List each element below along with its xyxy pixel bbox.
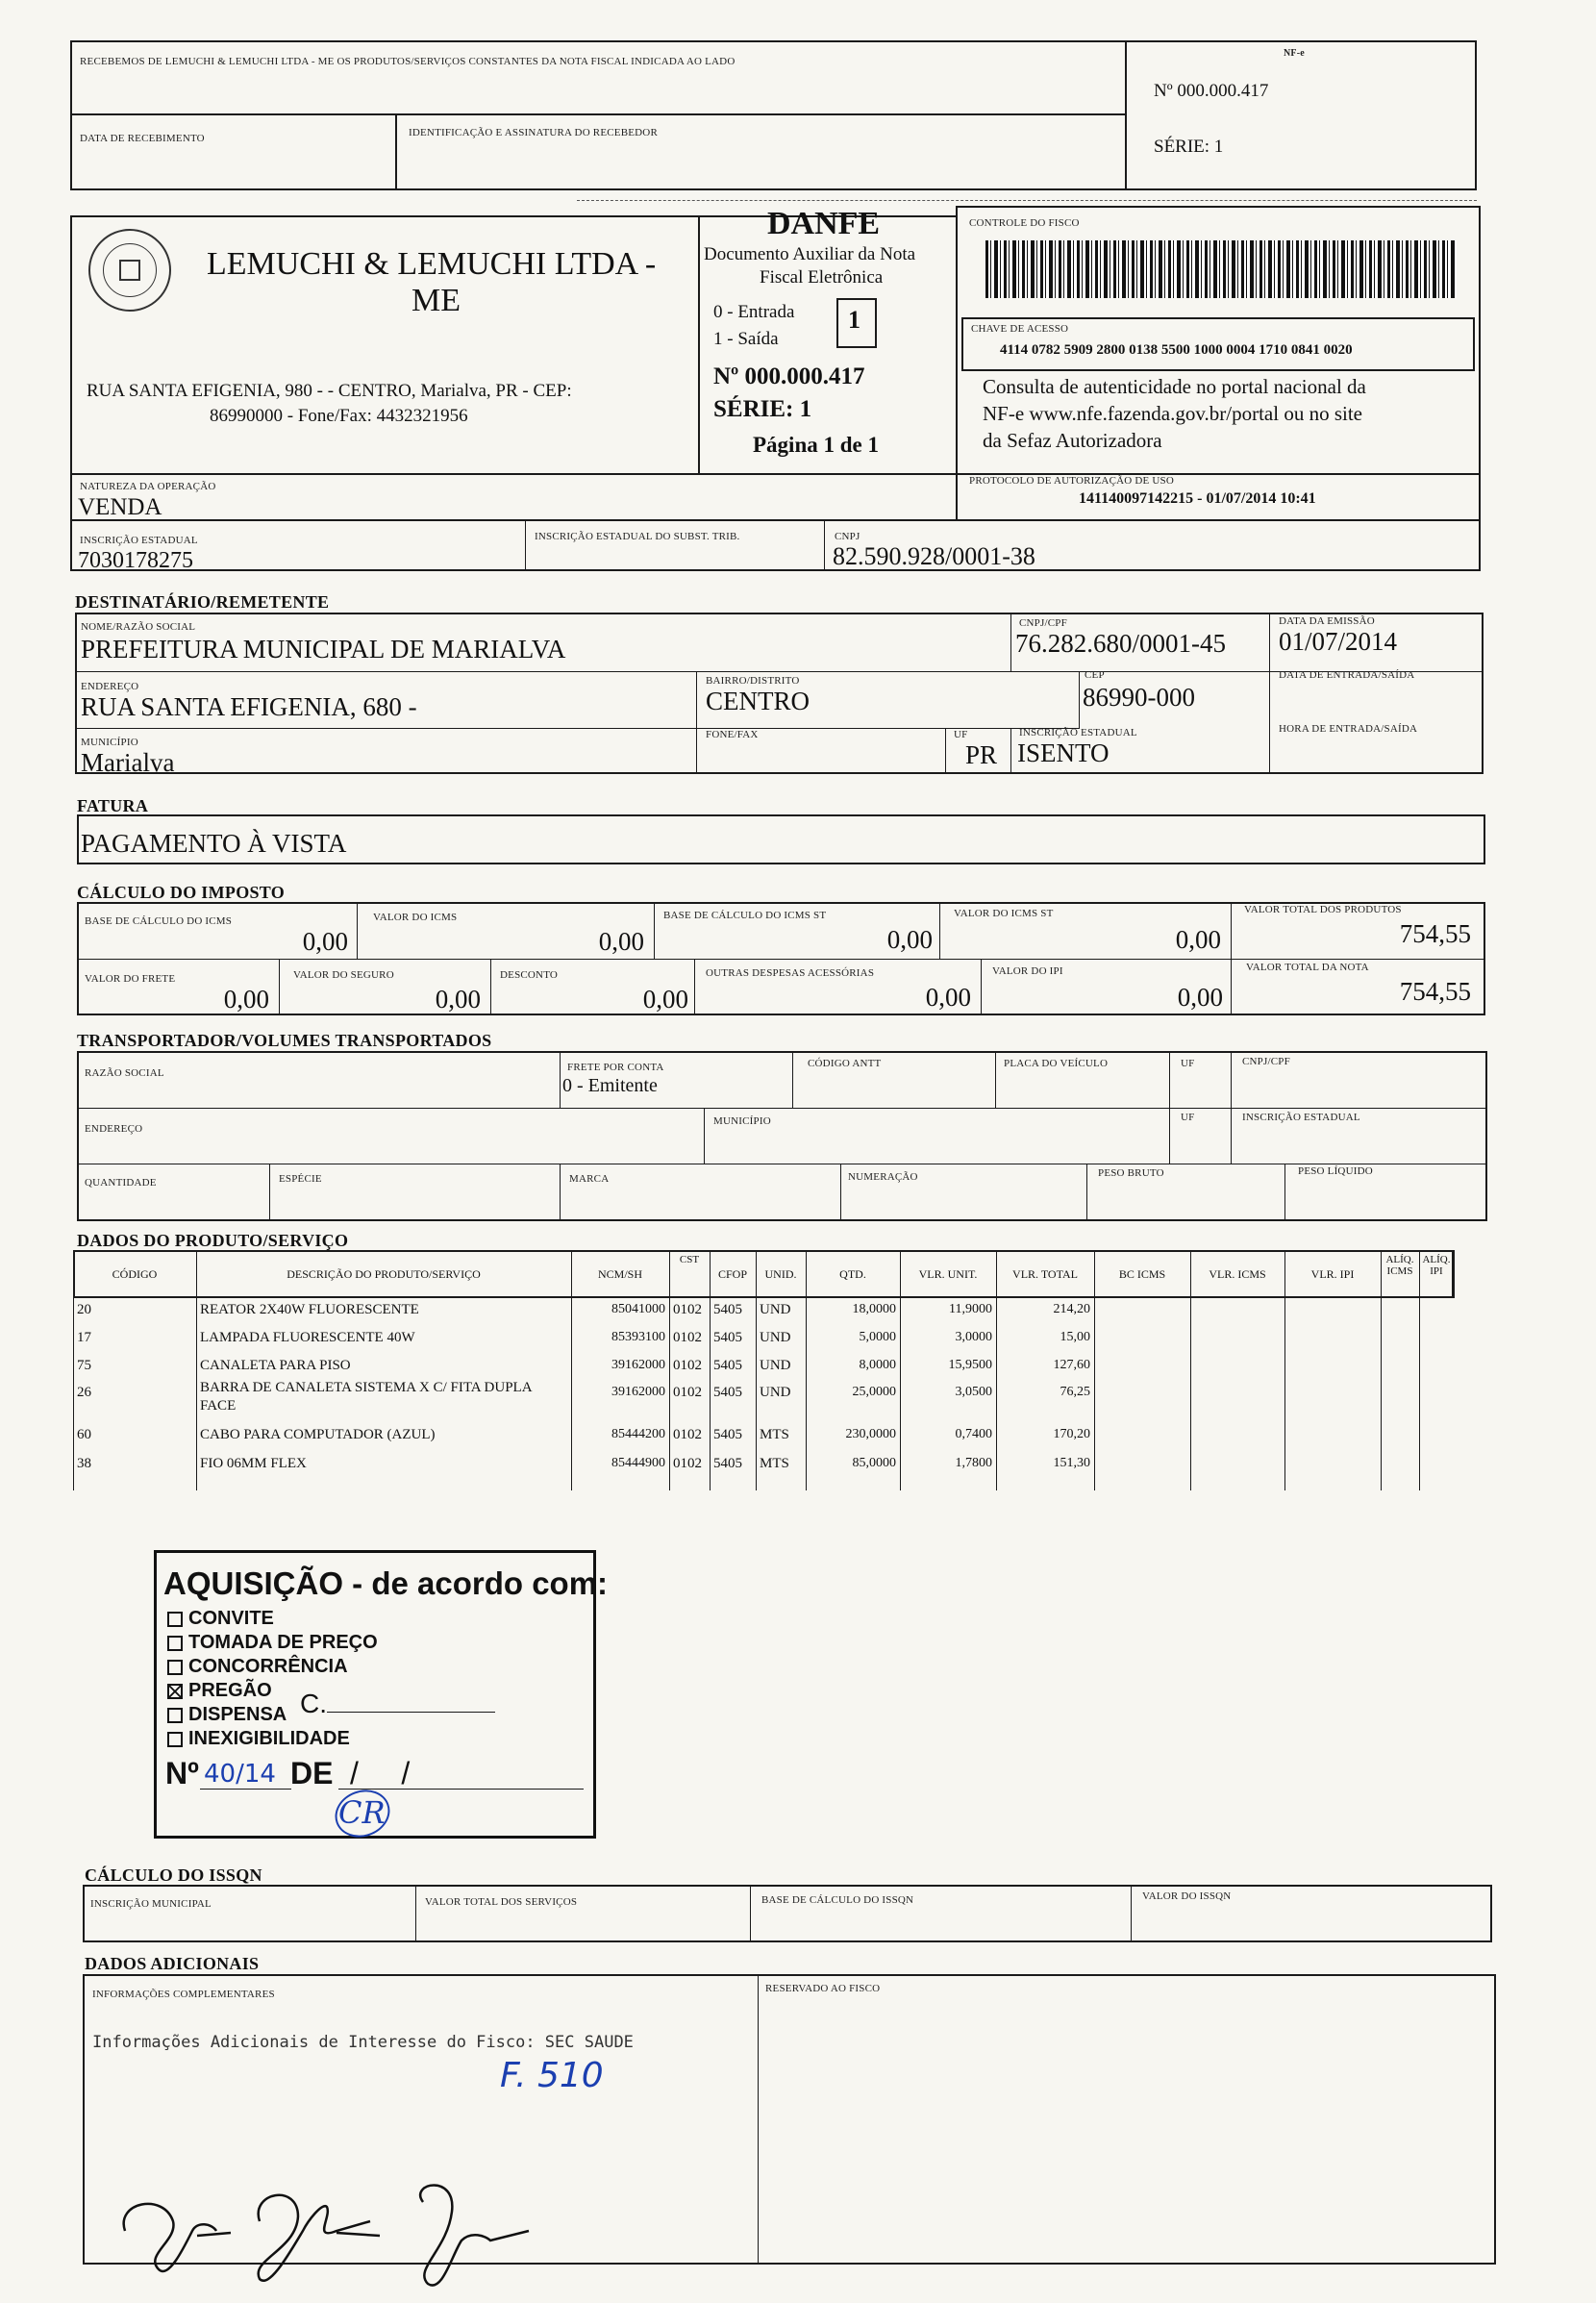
cell-ncm: 85393100 [611, 1330, 665, 1344]
issqn-section-title: CÁLCULO DO ISSQN [85, 1865, 262, 1885]
company-logo-seal [88, 229, 171, 312]
ie-st-label: INSCRIÇÃO ESTADUAL DO SUBST. TRIB. [535, 531, 740, 542]
cell-cst: 0102 [673, 1427, 702, 1442]
total-produtos-value: 754,55 [1399, 919, 1471, 948]
cell-ncm: 85444900 [611, 1456, 665, 1470]
ie-value: 7030178275 [78, 548, 193, 573]
stamp-option-label: CONCORRÊNCIA [188, 1656, 348, 1677]
emitente-endereco-l1: RUA SANTA EFIGENIA, 980 - - CENTRO, Marialva, PR - CEP: [87, 381, 572, 401]
chave-acesso: 4114 0782 5909 2800 0138 5500 1000 0004 1710 0841 0020 [1000, 342, 1353, 358]
natureza-value: VENDA [78, 494, 162, 520]
valor-st-value: 0,00 [1175, 925, 1221, 954]
danfe-saida: 1 - Saída [713, 329, 779, 349]
cell-cfop: 5405 [713, 1427, 742, 1442]
info-complementares-value: Informações Adicionais de Interesse do Fisco: SEC SAUDE [92, 2033, 634, 2052]
dest-cep-label: CEP [1085, 669, 1105, 681]
dest-municipio-label: MUNICÍPIO [81, 737, 138, 748]
cell-unit: 15,9500 [948, 1358, 992, 1372]
total-nota-value: 754,55 [1399, 977, 1471, 1006]
transp-quantidade-label: QUANTIDADE [85, 1177, 157, 1189]
dest-bairro-value: CENTRO [706, 687, 810, 715]
dest-endereco-value: RUA SANTA EFIGENIA, 680 - [81, 692, 417, 721]
seguro-value: 0,00 [435, 985, 481, 1014]
cell-codigo: 20 [77, 1302, 91, 1317]
canhoto-numero: Nº 000.000.417 [1154, 81, 1269, 101]
ie-row-box [70, 519, 1481, 571]
dest-nome-label: NOME/RAZÃO SOCIAL [81, 621, 196, 633]
stamp-option-label: CONVITE [188, 1608, 274, 1629]
dest-emissao-label: DATA DA EMISSÃO [1279, 615, 1375, 627]
transp-ie-label: INSCRIÇÃO ESTADUAL [1242, 1112, 1360, 1123]
dest-uf-label: UF [954, 729, 968, 740]
dest-endereco-label: ENDEREÇO [81, 681, 139, 692]
dest-emissao-value: 01/07/2014 [1279, 627, 1398, 656]
data-recebimento-label: DATA DE RECEBIMENTO [80, 133, 205, 144]
danfe-sub-l2: Fiscal Eletrônica [760, 267, 884, 288]
issqn-valor-label: VALOR DO ISSQN [1142, 1890, 1232, 1902]
transporte-section-title: TRANSPORTADOR/VOLUMES TRANSPORTADOS [77, 1031, 492, 1050]
stamp-de-label: DE [290, 1756, 334, 1790]
transp-frete-label: FRETE POR CONTA [567, 1062, 664, 1073]
stamp-checkbox-2 [167, 1660, 183, 1675]
ie-label: INSCRIÇÃO ESTADUAL [80, 535, 198, 546]
stamp-checkbox-3 [167, 1684, 183, 1699]
cell-unid: UND [760, 1358, 791, 1373]
stamp-checkbox-4 [167, 1708, 183, 1723]
imposto-section-title: CÁLCULO DO IMPOSTO [77, 883, 286, 902]
cell-unid: UND [760, 1330, 791, 1345]
dest-nome-value: PREFEITURA MUNICIPAL DE MARIALVA [81, 635, 566, 663]
cell-qtd: 85,0000 [852, 1456, 896, 1470]
dest-municipio-value: Marialva [81, 748, 175, 777]
cell-qtd: 8,0000 [859, 1358, 896, 1372]
cell-ncm: 85041000 [611, 1302, 665, 1316]
stamp-c-label: C. [300, 1689, 327, 1718]
danfe-tipo: 1 [848, 306, 860, 334]
cell-ncm: 39162000 [611, 1358, 665, 1372]
cell-codigo: 75 [77, 1358, 91, 1373]
handwritten-signature [106, 2164, 567, 2298]
reservado-fisco-label: RESERVADO AO FISCO [765, 1983, 881, 1994]
stamp-date-slashes: / / [350, 1756, 411, 1790]
base-icms-value: 0,00 [302, 927, 348, 956]
canhoto-serie: SÉRIE: 1 [1154, 137, 1224, 157]
emitente-nome-l1: LEMUCHI & LEMUCHI LTDA - [207, 246, 657, 282]
base-st-label: BASE DE CÁLCULO DO ICMS ST [663, 910, 827, 921]
cell-ncm: 39162000 [611, 1385, 665, 1399]
natureza-label: NATUREZA DA OPERAÇÃO [80, 481, 216, 492]
outras-value: 0,00 [925, 983, 971, 1012]
cell-total: 127,60 [1053, 1358, 1090, 1372]
cell-total: 15,00 [1060, 1330, 1090, 1344]
cell-descricao: BARRA DE CANALETA SISTEMA X C/ FITA DUPLA FACE [200, 1380, 532, 1414]
produtos-header-12: ALÍQ. ICMS [1385, 1254, 1414, 1277]
produtos-section-title: DADOS DO PRODUTO/SERVIÇO [77, 1231, 349, 1250]
danfe-serie: SÉRIE: 1 [713, 396, 812, 422]
dest-cnpj-value: 76.282.680/0001-45 [1015, 629, 1226, 658]
stamp-option-label: PREGÃO [188, 1680, 272, 1701]
cell-unid: MTS [760, 1427, 789, 1442]
consulta-l3: da Sefaz Autorizadora [983, 429, 1162, 452]
cell-unid: UND [760, 1302, 791, 1317]
produtos-header-2: NCM/SH [597, 1267, 642, 1281]
danfe-entrada: 0 - Entrada [713, 302, 795, 322]
cell-cfop: 5405 [713, 1302, 742, 1317]
produtos-header-5: UNID. [764, 1267, 797, 1281]
stamp-checkbox-0 [167, 1612, 183, 1627]
transp-placa-label: PLACA DO VEÍCULO [1004, 1058, 1109, 1069]
cell-cst: 0102 [673, 1330, 702, 1345]
data-recebimento-box [70, 113, 397, 190]
desconto-label: DESCONTO [500, 969, 559, 981]
danfe-title: DANFE [767, 206, 881, 241]
seguro-label: VALOR DO SEGURO [293, 969, 394, 981]
cell-unid: MTS [760, 1456, 789, 1471]
cell-codigo: 60 [77, 1427, 91, 1442]
protocolo-value: 141140097142215 - 01/07/2014 10:41 [1079, 490, 1316, 507]
transp-numeracao-label: NUMERAÇÃO [848, 1171, 918, 1183]
dest-bairro-label: BAIRRO/DISTRITO [706, 675, 800, 687]
valor-icms-label: VALOR DO ICMS [373, 912, 458, 923]
issqn-base-label: BASE DE CÁLCULO DO ISSQN [761, 1894, 914, 1906]
stamp-option-label: DISPENSA [188, 1704, 287, 1725]
cell-cfop: 5405 [713, 1330, 742, 1345]
issqn-servicos-label: VALOR TOTAL DOS SERVIÇOS [425, 1896, 578, 1908]
chave-acesso-label: CHAVE DE ACESSO [971, 323, 1069, 335]
base-icms-label: BASE DE CÁLCULO DO ICMS [85, 915, 233, 927]
outras-label: OUTRAS DESPESAS ACESSÓRIAS [706, 967, 875, 979]
issqn-im-label: INSCRIÇÃO MUNICIPAL [90, 1898, 212, 1910]
cell-descricao: REATOR 2X40W FLUORESCENTE [200, 1302, 419, 1317]
info-complementares-label: INFORMAÇÕES COMPLEMENTARES [92, 1989, 275, 2000]
danfe-pagina: Página 1 de 1 [753, 433, 879, 457]
cell-qtd: 25,0000 [852, 1385, 896, 1399]
produtos-header-4: CFOP [717, 1267, 748, 1281]
nfe-label: NF-e [1284, 48, 1305, 59]
produtos-header-13: ALÍQ. IPI [1422, 1254, 1451, 1277]
fatura-value: PAGAMENTO À VISTA [81, 829, 347, 858]
adicionais-section-title: DADOS ADICIONAIS [85, 1954, 260, 1973]
dest-hora-label: HORA DE ENTRADA/SAÍDA [1279, 723, 1418, 735]
cell-cst: 0102 [673, 1302, 702, 1317]
cell-codigo: 26 [77, 1385, 91, 1400]
controle-fisco-label: CONTROLE DO FISCO [969, 217, 1080, 229]
transp-uf2-label: UF [1181, 1112, 1195, 1123]
transp-especie-label: ESPÉCIE [279, 1173, 322, 1185]
total-nota-label: VALOR TOTAL DA NOTA [1246, 962, 1369, 973]
produtos-header-0: CÓDIGO [112, 1267, 158, 1281]
cell-cst: 0102 [673, 1456, 702, 1471]
base-st-value: 0,00 [886, 925, 933, 954]
stamp-numero: 40/14 [204, 1760, 276, 1789]
stamp-checkbox-1 [167, 1636, 183, 1651]
stamp-checkbox-5 [167, 1732, 183, 1747]
cell-descricao: FIO 06MM FLEX [200, 1456, 307, 1471]
produtos-header-8: VLR. TOTAL [1012, 1267, 1078, 1281]
ipi-label: VALOR DO IPI [992, 965, 1063, 977]
cell-ncm: 85444200 [611, 1427, 665, 1441]
cell-cst: 0102 [673, 1358, 702, 1373]
transp-razao-label: RAZÃO SOCIAL [85, 1067, 164, 1079]
produtos-header-11: VLR. IPI [1310, 1267, 1355, 1281]
produtos-header-10: VLR. ICMS [1209, 1267, 1266, 1281]
cell-codigo: 17 [77, 1330, 91, 1345]
valor-st-label: VALOR DO ICMS ST [954, 908, 1054, 919]
cell-cfop: 5405 [713, 1456, 742, 1471]
consulta-l2: NF-e www.nfe.fazenda.gov.br/portal ou no site [983, 402, 1362, 425]
danfe-numero: Nº 000.000.417 [713, 363, 865, 389]
destinatario-section-title: DESTINATÁRIO/REMETENTE [75, 592, 330, 612]
stamp-option-label: TOMADA DE PREÇO [188, 1632, 378, 1653]
issqn-box [83, 1885, 1492, 1942]
emitente-endereco-l2: 86990000 - Fone/Fax: 4432321956 [210, 406, 468, 426]
cell-cfop: 5405 [713, 1358, 742, 1373]
consulta-l1: Consulta de autenticidade no portal nacional da [983, 375, 1366, 398]
valor-icms-value: 0,00 [598, 927, 644, 956]
dest-cnpj-label: CNPJ/CPF [1019, 617, 1067, 629]
canhoto-nfe-box [1125, 40, 1477, 190]
cell-descricao: CABO PARA COMPUTADOR (AZUL) [200, 1427, 436, 1442]
fatura-section-title: FATURA [77, 796, 149, 815]
canhoto-cut-line [577, 200, 1477, 201]
stamp-rubrica: CR [338, 1794, 386, 1831]
cell-descricao: LAMPADA FLUORESCENTE 40W [200, 1330, 415, 1345]
dest-ie-value: ISENTO [1017, 738, 1110, 767]
transp-uf-label: UF [1181, 1058, 1195, 1069]
cell-qtd: 230,0000 [845, 1427, 896, 1441]
cell-codigo: 38 [77, 1456, 91, 1471]
produtos-header-3: CST [679, 1254, 700, 1265]
cnpj-emitente-value: 82.590.928/0001-38 [833, 542, 1035, 570]
cell-cfop: 5405 [713, 1385, 742, 1400]
cell-unit: 11,9000 [949, 1302, 992, 1316]
cell-unit: 0,7400 [955, 1427, 992, 1441]
cell-unit: 3,0000 [955, 1330, 992, 1344]
cell-unit: 3,0500 [955, 1385, 992, 1399]
transp-municipio-label: MUNICÍPIO [713, 1115, 771, 1127]
stamp-numero-label: Nº [165, 1756, 199, 1790]
transp-frete-value: 0 - Emitente [562, 1075, 658, 1096]
stamp-title: AQUISIÇÃO - de acordo com: [163, 1565, 609, 1601]
cnpj-emitente-label: CNPJ [835, 531, 860, 542]
cell-qtd: 5,0000 [859, 1330, 896, 1344]
identificacao-recebedor-box [395, 113, 1127, 190]
produtos-header-6: QTD. [839, 1267, 866, 1281]
transp-peso-liquido-label: PESO LÍQUIDO [1298, 1165, 1373, 1177]
transp-antt-label: CÓDIGO ANTT [808, 1058, 882, 1069]
cell-unid: UND [760, 1385, 791, 1400]
dest-fone-label: FONE/FAX [706, 729, 759, 740]
cell-total: 214,20 [1053, 1302, 1090, 1316]
identificacao-recebedor-label: IDENTIFICAÇÃO E ASSINATURA DO RECEBEDOR [409, 127, 658, 138]
total-produtos-label: VALOR TOTAL DOS PRODUTOS [1244, 904, 1402, 915]
handwritten-note: F. 510 [500, 2056, 604, 2095]
transp-marca-label: MARCA [569, 1173, 610, 1185]
produtos-header-7: VLR. UNIT. [918, 1267, 978, 1281]
protocolo-label: PROTOCOLO DE AUTORIZAÇÃO DE USO [969, 475, 1174, 487]
produtos-header-9: BC ICMS [1118, 1267, 1166, 1281]
dest-ie-label: INSCRIÇÃO ESTADUAL [1019, 727, 1137, 738]
transp-endereco-label: ENDEREÇO [85, 1123, 143, 1135]
cell-total: 76,25 [1060, 1385, 1090, 1399]
produtos-header-1: DESCRIÇÃO DO PRODUTO/SERVIÇO [287, 1267, 481, 1281]
transp-peso-bruto-label: PESO BRUTO [1098, 1167, 1164, 1179]
transp-cnpj-label: CNPJ/CPF [1242, 1056, 1290, 1067]
danfe-sub-l1: Documento Auxiliar da Nota [704, 244, 916, 264]
frete-label: VALOR DO FRETE [85, 973, 176, 985]
barcode [985, 240, 1457, 298]
desconto-value: 0,00 [642, 985, 688, 1014]
canhoto-recebemos-box [70, 40, 1127, 115]
emitente-nome-l2: ME [411, 283, 461, 318]
canhoto-recebemos-text: RECEBEMOS DE LEMUCHI & LEMUCHI LTDA - ME OS PRODUTOS/SERVIÇOS CONSTANTES DA NOTA FISCAL INDICADA AO LADO [80, 56, 736, 67]
dest-entrada-saida-label: DATA DE ENTRADA/SAÍDA [1279, 669, 1415, 681]
dest-uf-value: PR [965, 740, 998, 769]
stamp-option-label: INEXIGIBILIDADE [188, 1728, 350, 1749]
ipi-value: 0,00 [1177, 983, 1223, 1012]
dest-cep-value: 86990-000 [1083, 683, 1195, 712]
cell-cst: 0102 [673, 1385, 702, 1400]
frete-value: 0,00 [223, 985, 269, 1014]
cell-qtd: 18,0000 [852, 1302, 896, 1316]
cell-total: 170,20 [1053, 1427, 1090, 1441]
cell-total: 151,30 [1053, 1456, 1090, 1470]
cell-unit: 1,7800 [955, 1456, 992, 1470]
cell-descricao: CANALETA PARA PISO [200, 1358, 351, 1373]
transporte-box [77, 1051, 1487, 1221]
